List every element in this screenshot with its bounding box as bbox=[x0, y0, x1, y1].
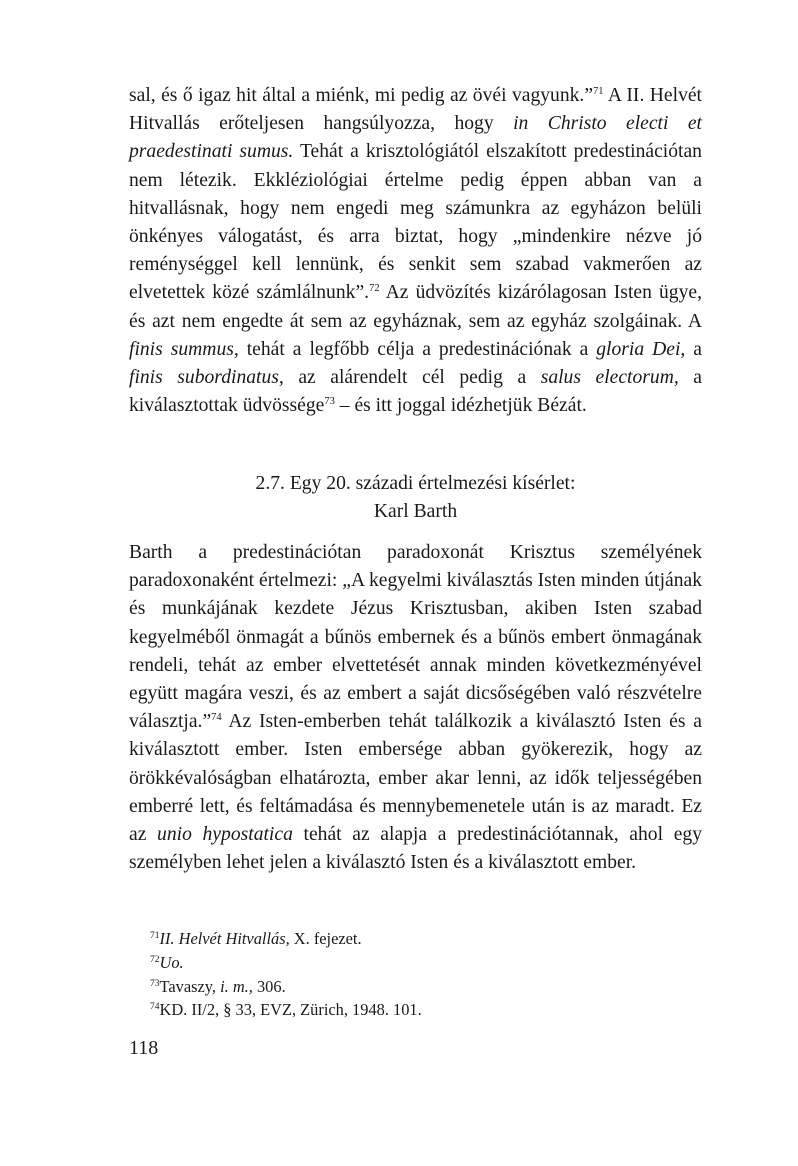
latin-phrase: gloria Dei, bbox=[596, 338, 686, 360]
text-run: az alárendelt cél pedig a bbox=[283, 367, 541, 389]
footnote-74 bbox=[150, 998, 690, 1022]
footnotes bbox=[150, 927, 690, 1022]
footnote-ref-74[interactable]: 74 bbox=[211, 712, 222, 724]
section-heading-line-2: Karl Barth bbox=[373, 501, 458, 523]
text-run: a kiválasztottak üdvössége bbox=[129, 367, 702, 417]
footnote-text: X. fejezet. bbox=[289, 929, 362, 948]
latin-phrase: finis summus, bbox=[129, 338, 239, 360]
latin-phrase: salus electorum, bbox=[540, 367, 679, 389]
footnote-72 bbox=[150, 951, 690, 975]
footnote-text: KD. II/2, § 33, EVZ, Zürich, 1948. 101. bbox=[159, 1000, 422, 1020]
text-run: a bbox=[685, 338, 702, 360]
text-run: – és itt joggal idézhetjük Bézát. bbox=[334, 395, 587, 417]
body-paragraph-2 bbox=[129, 539, 702, 877]
footnote-ref-71[interactable]: 71 bbox=[593, 86, 604, 97]
footnote-italic: i. m., bbox=[220, 976, 253, 996]
footnote-number: 74 bbox=[150, 1002, 160, 1013]
footnote-ref-73[interactable]: 73 bbox=[324, 396, 335, 408]
latin-phrase: finis subordinatus, bbox=[129, 367, 284, 389]
footnote-ref-72[interactable]: 72 bbox=[369, 283, 380, 295]
paragraph-barth bbox=[129, 539, 702, 877]
footnote-number: 73 bbox=[150, 978, 160, 989]
section-heading bbox=[129, 470, 702, 526]
text-run: A II. Helvét Hitvallás erőteljesen hangsúlyozza, hogy bbox=[129, 85, 703, 135]
footnote-number: 71 bbox=[150, 931, 160, 941]
body-paragraph-1 bbox=[129, 82, 702, 420]
page-number: 118 bbox=[129, 1037, 159, 1059]
footnote-italic: Uo. bbox=[159, 952, 184, 972]
text-run: Az Isten-emberben tehát találkozik a kiválasztó Isten és a kiválasztott ember. Isten embersége abban gyökerezik, hogy az örökkévalóságban elhatározta, ember akar lenni, az idők teljességében emberré lett, és feltámadása és mennybemenetele után is az maradt. Ez az bbox=[129, 711, 702, 846]
footnote-number: 72 bbox=[150, 954, 160, 965]
text-run: Barth a predestinációtan paradoxonát Krisztus személyének paradoxonaként értelmezi: „A kegyelmi kiválasztás Isten minden útjának és munkájának kezdete Jézus Krisztusban, akiben Isten szabad kegyelméből önmagát a bűnös embernek és a bűnös embert önmagának rendeli, tehát az ember elvettetését annak minden következményével együtt magára veszi, és az embert a saját dicsőségében való részvételre választja.” bbox=[129, 542, 702, 733]
footnote-73 bbox=[150, 975, 690, 999]
text-run: Tehát a krisztológiától elszakított predestinációtan nem létezik. Ekkléziológiai értelme pedig éppen abban van a hitvallásnak, hogy nem engedi meg számunkra az egyházon belüli önkényes válogatást, és arra biztat, hogy „mindenkire nézve jó reménységgel kell lennünk, és senkit sem szabad vakmerően az elvetettek közé számlálnunk”. bbox=[129, 141, 702, 304]
text-run: sal, és ő igaz hit által a miénk, mi pedig az övéi vagyunk.” bbox=[129, 85, 594, 106]
latin-phrase: unio hypostatica bbox=[157, 824, 293, 846]
footnote-italic: II. Helvét Hitvallás, bbox=[159, 929, 290, 948]
footnote-text: 306. bbox=[252, 976, 286, 996]
section-heading-line-1: 2.7. Egy 20. századi értelmezési kísérlet: bbox=[255, 473, 576, 494]
footnote-71 bbox=[150, 927, 690, 951]
latin-phrase: in Christo electi et praedestinati sumus. bbox=[129, 113, 702, 163]
text-run: tehát az alapja a predestinációtannak, ahol egy személyben lehet jelen a kiválasztó Isten és a kiválasztott ember. bbox=[129, 824, 702, 874]
text-run: Az üdvözítés kizárólagosan Isten ügye, és azt nem engedte át sem az egyháznak, sem az egyház szolgáinak. A bbox=[129, 282, 703, 332]
footnote-text: Tavaszy, bbox=[159, 976, 221, 996]
text-run: tehát a legfőbb célja a predestinációnak a bbox=[238, 338, 597, 360]
paragraph-predestination bbox=[129, 82, 702, 420]
